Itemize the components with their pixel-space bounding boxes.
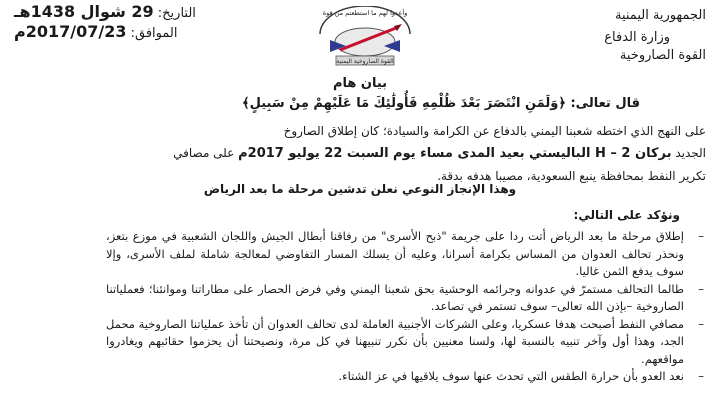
- org-ministry: وزارة الدفاع: [604, 30, 670, 45]
- quran-quote: قال تعالى: ﴿وَلَمَنِ انْتَصَرَ بَعْدَ ظُلْمِهِ فَأُولَٰئِكَ مَا عَلَيْهِمْ مِنْ سَبِيلٍ﴾: [241, 96, 640, 111]
- points-list: [106, 228, 706, 386]
- date-hijri: [14, 2, 196, 21]
- gregorian-label: الموافق:: [130, 26, 178, 41]
- intro-line-2: الجديد بركان 2 – H الباليستي بعيد المدى مساء يوم السبت 22 يوليو 2017م على مصافي: [173, 146, 706, 161]
- org-unit: القوة الصاروخية: [619, 48, 706, 63]
- headline: وهذا الإنجاز النوعي نعلن تدشين مرحلة ما بعد الرياض: [203, 182, 517, 196]
- missile-name: بركان 2 – H الباليستي بعيد المدى مساء يوم السبت 22 يوليو 2017م: [238, 146, 672, 161]
- affirm-heading: ونؤكد على التالي:: [573, 208, 680, 222]
- date-value: 29 شوال 1438هـ: [14, 2, 154, 21]
- missile-force-logo: [300, 6, 430, 68]
- logo-motto: وأعدوا لهم ما استطعتم من قوة: [322, 9, 408, 17]
- org-country: الجمهورية اليمنية: [614, 8, 706, 23]
- gregorian-value: 2017/07/23م: [14, 22, 127, 41]
- intro-line-3: تكرير النفط بمحافظة ينبع السعودية، مصيبا هدفه بدقة.: [437, 169, 706, 183]
- date-label: التاريخ:: [157, 6, 196, 21]
- list-item: – طالما التحالف مستمرّ في عدوانه وجرائمه الوحشية بحق شعبنا اليمني وفي فرض الحصار على مطاراتنا وموانئنا؛ فعملياتنا الصاروخية –بإذن الله تعالى– سوف تستمر في تصاعد.: [106, 281, 706, 316]
- list-item: – إطلاق مرحلة ما بعد الرياض أتت ردا على جريمة "ذبح الأسرى" من رفاقنا أبطال الجيش واللجان الشعبية في موزع بتعز، ونحذر تحالف العدوان من المساس بكرامة أسرانا، وعليه أن يسلك المسار التفاوضي لمعالجة شاملة لملف الأسرى، وإلا سوف يدفع الثمن غاليا.: [106, 228, 706, 281]
- statement-title: بيان هام: [332, 76, 388, 91]
- intro-line-1: على النهج الذي اختطه شعبنا اليمني بالدفاع عن الكرامة والسيادة؛ كان إطلاق الصاروخ: [283, 124, 706, 138]
- list-item: – نعد العدو بأن حرارة الطقس التي تحدث عنها سوف يلاقيها في عز الشتاء.: [106, 368, 706, 386]
- logo-caption: القوة الصاروخية اليمنية: [336, 58, 394, 65]
- list-item: – مصافي النفط أصبحت هدفا عسكريا، وعلى الشركات الأجنبية العاملة لدى تحالف العدوان أن تأخذ عملياتنا الصاروخية محمل الجد، وهذا أول وآخر تنبيه بالنسبة لها، ولسنا معنيين بأن نكرر تنبيهنا في كل مرة، ونصيحتنا أن يحزموا حقائبهم ويغادروا مواقعهم.: [106, 316, 706, 369]
- date-gregorian: [14, 22, 177, 41]
- intro-paragraph: [106, 120, 706, 187]
